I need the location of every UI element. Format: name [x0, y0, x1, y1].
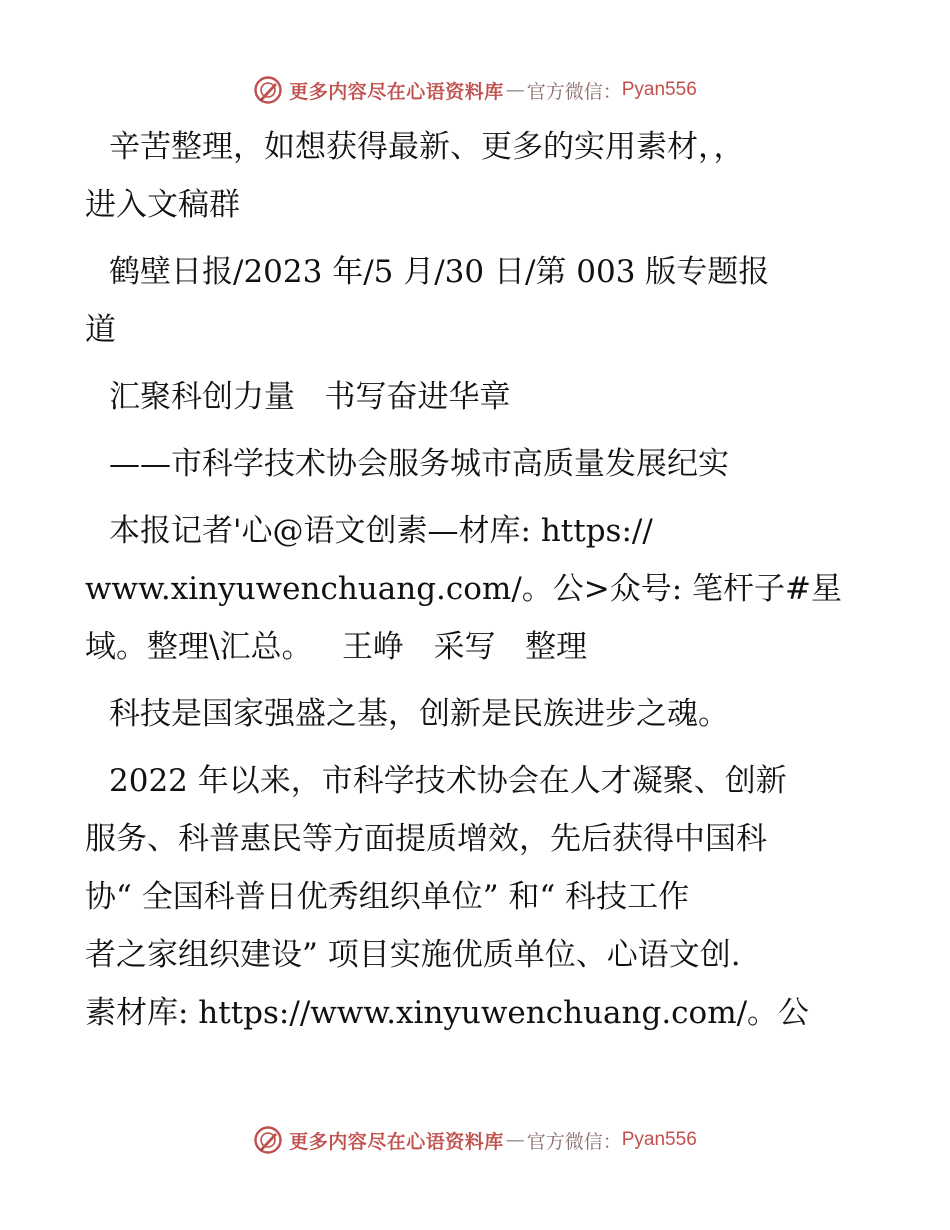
article-title-text: 汇聚科创力量 书写奋进华章: [109, 379, 511, 415]
lead-line: 科技是国家强盛之基，创新是民族进步之魂。: [109, 696, 729, 732]
pen-circle-logo-icon: [253, 1125, 283, 1155]
article-subtitle-text: ——市科学技术协会服务城市高质量发展纪实: [109, 446, 729, 482]
lead-paragraph: [97, 685, 857, 743]
banner-text: 更多内容尽在心语资料库: [289, 1130, 504, 1153]
byline-line-1: 本报记者'心@语文创素—材库: https://: [109, 513, 653, 549]
source-paragraph: [85, 243, 857, 359]
banner-wechat-id: Pyan556: [621, 79, 697, 100]
banner-wechat-label: 官方微信：: [526, 1130, 622, 1153]
body-line-4: 者之家组织建设” 项目实施优质单位、心语文创.: [85, 937, 741, 973]
byline-line-3: 域。整理\汇总。 王峥 采写 整理: [85, 629, 588, 665]
banner-text: 更多内容尽在心语资料库: [289, 80, 504, 103]
source-line-1: 鹤壁日报/2023 年/5 月/30 日/第 003 版专题报: [109, 254, 770, 290]
pen-circle-logo-icon: [253, 75, 283, 105]
header-banner: [0, 70, 950, 110]
article-title: [97, 368, 857, 426]
body-line-1: 2022 年以来，市科学技术协会在人才凝聚、创新: [109, 763, 787, 799]
body-line-5: 素材库: https://www.xinyuwenchuang.com/。公: [85, 995, 810, 1031]
intro-paragraph: [85, 118, 857, 234]
footer-banner: [0, 1120, 950, 1160]
byline-line-2: www.xinyuwenchuang.com/。公>众号: 笔杆子#星: [85, 571, 843, 607]
banner-wechat-label: 官方微信：: [526, 80, 622, 103]
source-line-2: 道: [85, 312, 116, 348]
article-subtitle: [97, 435, 857, 493]
banner-separator: —: [505, 79, 525, 101]
intro-line-1: 辛苦整理，如想获得最新、更多的实用素材，，: [109, 129, 745, 165]
byline-paragraph: [85, 502, 857, 676]
body-line-2: 服务、科普惠民等方面提质增效，先后获得中国科: [85, 821, 767, 857]
body-line-3: 协“ 全国科普日优秀组织单位” 和“ 科技工作: [85, 879, 690, 915]
intro-line-2: 进入文稿群: [85, 187, 240, 223]
banner-wechat-id: Pyan556: [621, 1129, 697, 1150]
body-paragraph: [85, 752, 857, 1042]
document-body: [85, 118, 857, 1051]
banner-separator: —: [505, 1129, 525, 1151]
